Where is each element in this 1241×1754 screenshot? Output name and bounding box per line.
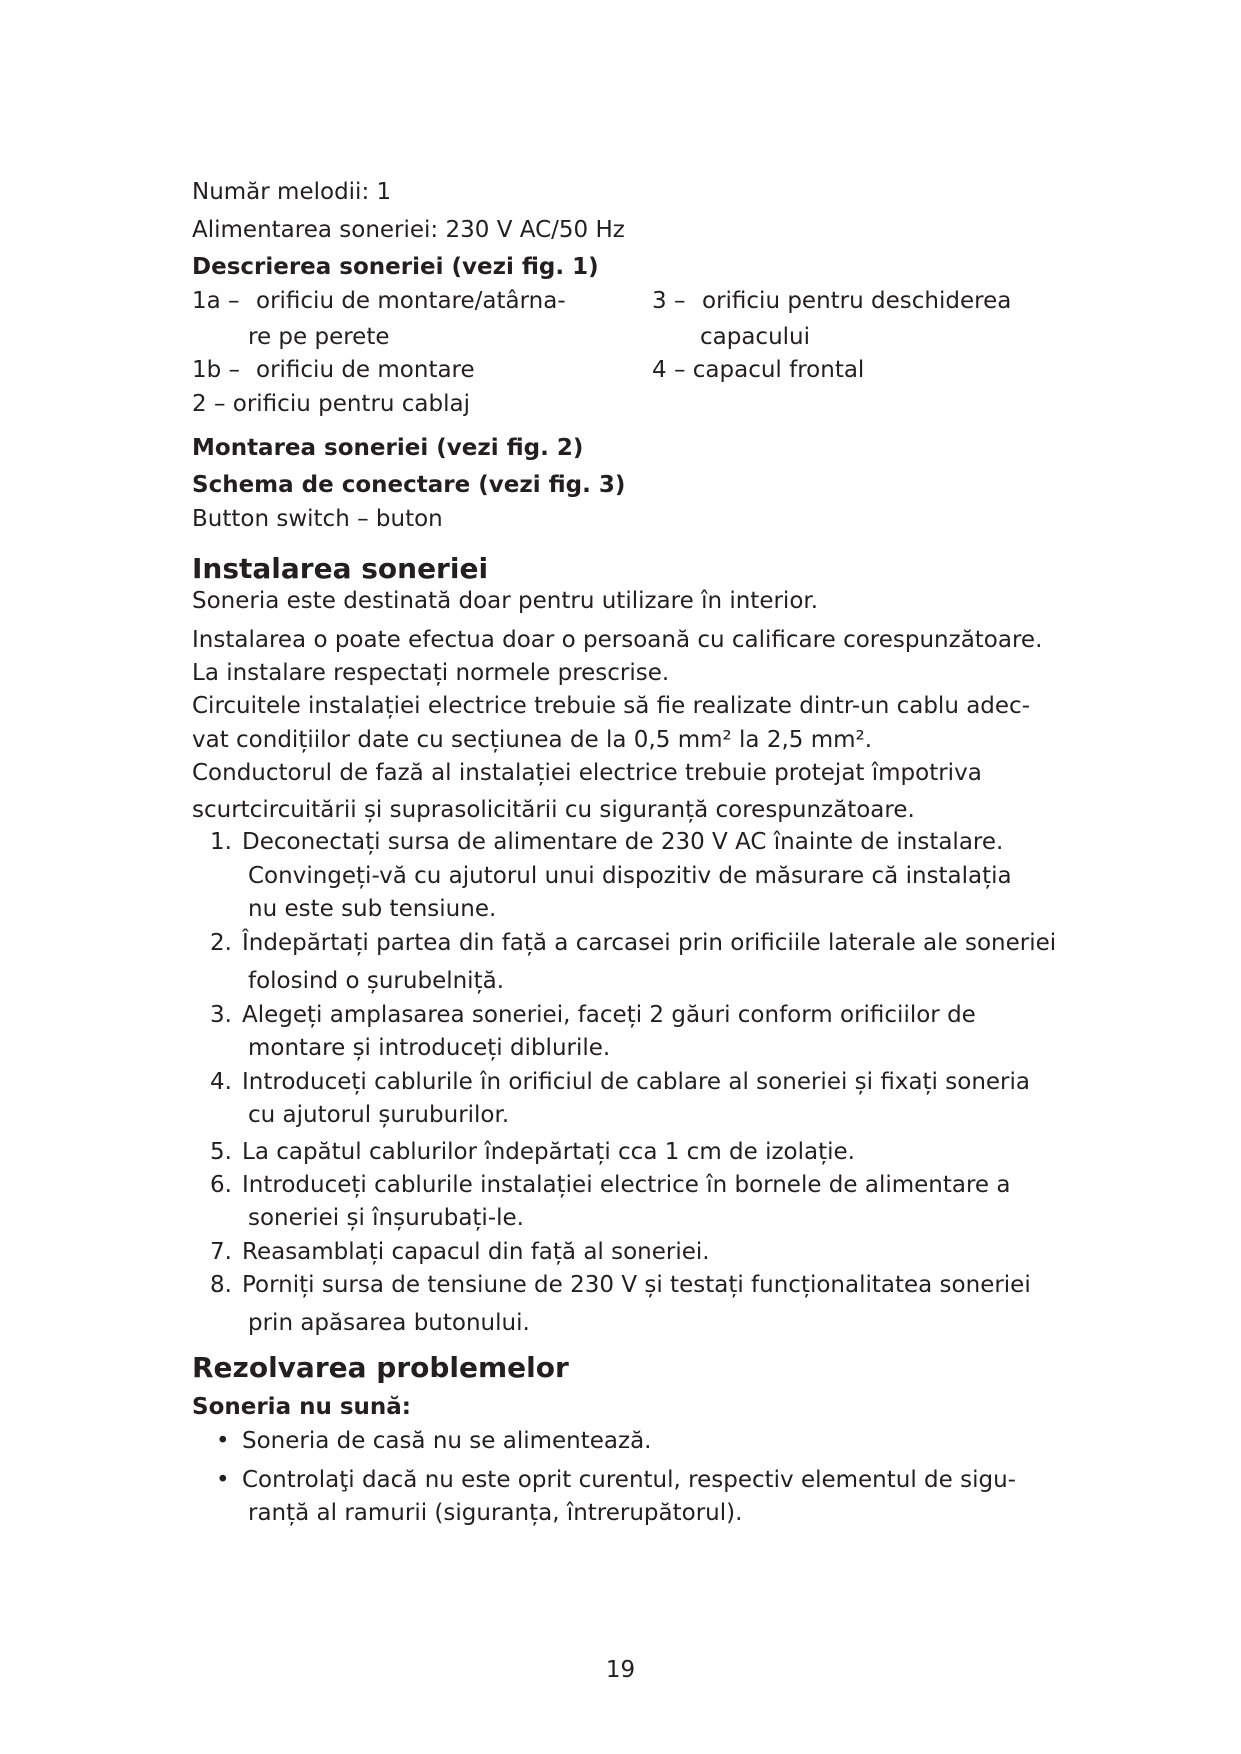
step-3-l2: montare și introduceți diblurile. (248, 1035, 611, 1061)
desc-label: 1b – (192, 357, 241, 383)
troubleshooting-subheading: Soneria nu sună: (192, 1394, 412, 1420)
desc-item-3-cont: capacului (700, 324, 811, 350)
mounting-heading: Montarea soneriei (vezi fig. 2) (192, 435, 584, 461)
step-1-l3: nu este sub tensiune. (248, 896, 497, 922)
spec-power: Alimentarea soneriei: 230 V AC/50 Hz (192, 217, 625, 243)
installation-p3-l2: vat condițiilor date cu secțiunea de la 0,5 mm² la 2,5 mm². (192, 727, 873, 753)
step-number: 8. (210, 1272, 232, 1298)
step-number: 3. (210, 1002, 232, 1028)
installation-p2-l1: Instalarea o poate efectua doar o persoană cu calificare corespunzătoare. (192, 627, 1043, 653)
step-number: 6. (210, 1172, 232, 1198)
installation-p4-l2: scurtcircuitării și suprasolicitării cu siguranță corespunzătoare. (192, 797, 915, 823)
desc-label: 4 – (652, 357, 686, 383)
manual-page: Număr melodii: 1 Alimentarea soneriei: 230 V AC/50 Hz Descrierea soneriei (vezi fig. 1) 1a – orificiu de montare/atârna- re pe perete 1b – orificiu de montare 2 – orificiu pentru cablaj 3 – orificiu pentru deschiderea capacului 4 – capacul frontal Montarea soneriei (vezi fig. 2) Schema de conectare (vezi fig. 3) Button switch – buton Instalarea soneriei Soneria este destinată doar pentru utilizare în interior. Instalarea o poate efectua doar o persoană cu calificare corespunzătoare. La instalare respectați normele prescrise. Circuitele instalației electrice trebuie să fie realizate dintr-un cablu adec- vat condițiilor date cu secțiunea de la 0,5 mm² la 2,5 mm². Conductorul de fază al instalației electrice trebuie protejat împotriva scurtcircuitării și suprasolicitării cu siguranță corespunzătoare. 1. Deconectați sursa de alimentare de 230 V AC înainte de instalare. Convingeți-vă cu ajutorul unui dispozitiv de măsurare că instalația nu este sub tensiune. 2. Îndepărtați partea din față a carcasei prin orificiile laterale ale soneriei folosind o șurubelniță. 3. Alegeți amplasarea soneriei, faceți 2 găuri conform orificiilor de montare și introduceți diblurile. 4. Introduceți cablurile în orificiul de cablare al soneriei și fixați soneria cu ajutorul șuruburilor. 5. La capătul cablurilor îndepărtați cca 1 cm de izolație. 6. Introduceți cablurile instalației electrice în bornele de alimentare a soneriei și înșurubați-le. 7. Reasamblați capacul din față al soneriei. 8. Porniți sursa de tensiune de 230 V și testați funcționalitatea soneriei prin apăsarea butonului. Rezolvarea problemelor Soneria nu sună: • Soneria de casă nu se alimentează. • Controlaţi dacă nu este oprit curentul, respectiv elementul de sigu- ranță al ramurii (siguranța, întrerupătorul). 19 (0, 0, 1241, 1754)
desc-text: orificiu de montare/atârna- (256, 288, 566, 314)
desc-label: 1a – (192, 288, 240, 314)
description-heading: Descrierea soneriei (vezi fig. 1) (192, 254, 599, 280)
installation-p1: Soneria este destinată doar pentru utilizare în interior. (192, 588, 819, 614)
step-8-l2: prin apăsarea butonului. (248, 1310, 530, 1336)
desc-item-1b (192, 354, 475, 386)
step-number: 5. (210, 1139, 232, 1165)
p4-text: Conductorul de fază al instalației electrice trebuie protejat împotriva (192, 760, 982, 786)
bullet-icon: • (216, 1467, 230, 1493)
step-number: 7. (210, 1239, 232, 1265)
desc-item-1a-cont: re pe perete (248, 324, 390, 350)
step-2-l2: folosind o șurubelniță. (248, 968, 504, 994)
desc-text: capacul frontal (692, 357, 865, 383)
page-number: 19 (605, 1657, 636, 1683)
installation-p2-l2: La instalare respectați normele prescrise. (192, 660, 670, 686)
desc-label: 3 – (652, 288, 686, 314)
troubleshooting-heading: Rezolvarea problemelor (192, 1351, 569, 1384)
spec-melodies: Număr melodii: 1 (192, 179, 392, 205)
button-switch-label: Button switch – buton (192, 506, 443, 532)
installation-heading: Instalarea soneriei (192, 552, 489, 585)
desc-text: orificiu pentru deschiderea (702, 288, 1012, 314)
step-4-l2: cu ajutorul șuruburilor. (248, 1102, 510, 1128)
wiring-heading: Schema de conectare (vezi fig. 3) (192, 472, 626, 498)
desc-label: 2 – (192, 391, 226, 417)
step-number: 4. (210, 1069, 232, 1095)
desc-text: orificiu de montare (256, 357, 475, 383)
step-number: 2. (210, 930, 232, 956)
step-1-l2: Convingeți-vă cu ajutorul unui dispozitiv de măsurare că instalația (248, 863, 1012, 889)
bullet-2-cont: ranță al ramurii (siguranța, întrerupătorul). (248, 1500, 743, 1526)
bullet-icon: • (216, 1428, 230, 1454)
installation-p4-l1 (192, 757, 1054, 789)
desc-item-2 (192, 388, 470, 420)
step-number: 1. (210, 829, 232, 855)
desc-item-3 (652, 285, 1012, 317)
desc-text: orificiu pentru cablaj (232, 391, 470, 417)
installation-p3-l1: Circuitele instalației electrice trebuie să fie realizate dintr-un cablu adec- (192, 693, 1030, 719)
step-6-l2: soneriei și înșurubați-le. (248, 1205, 524, 1231)
desc-item-4 (652, 354, 864, 386)
desc-item-1a (192, 285, 566, 317)
